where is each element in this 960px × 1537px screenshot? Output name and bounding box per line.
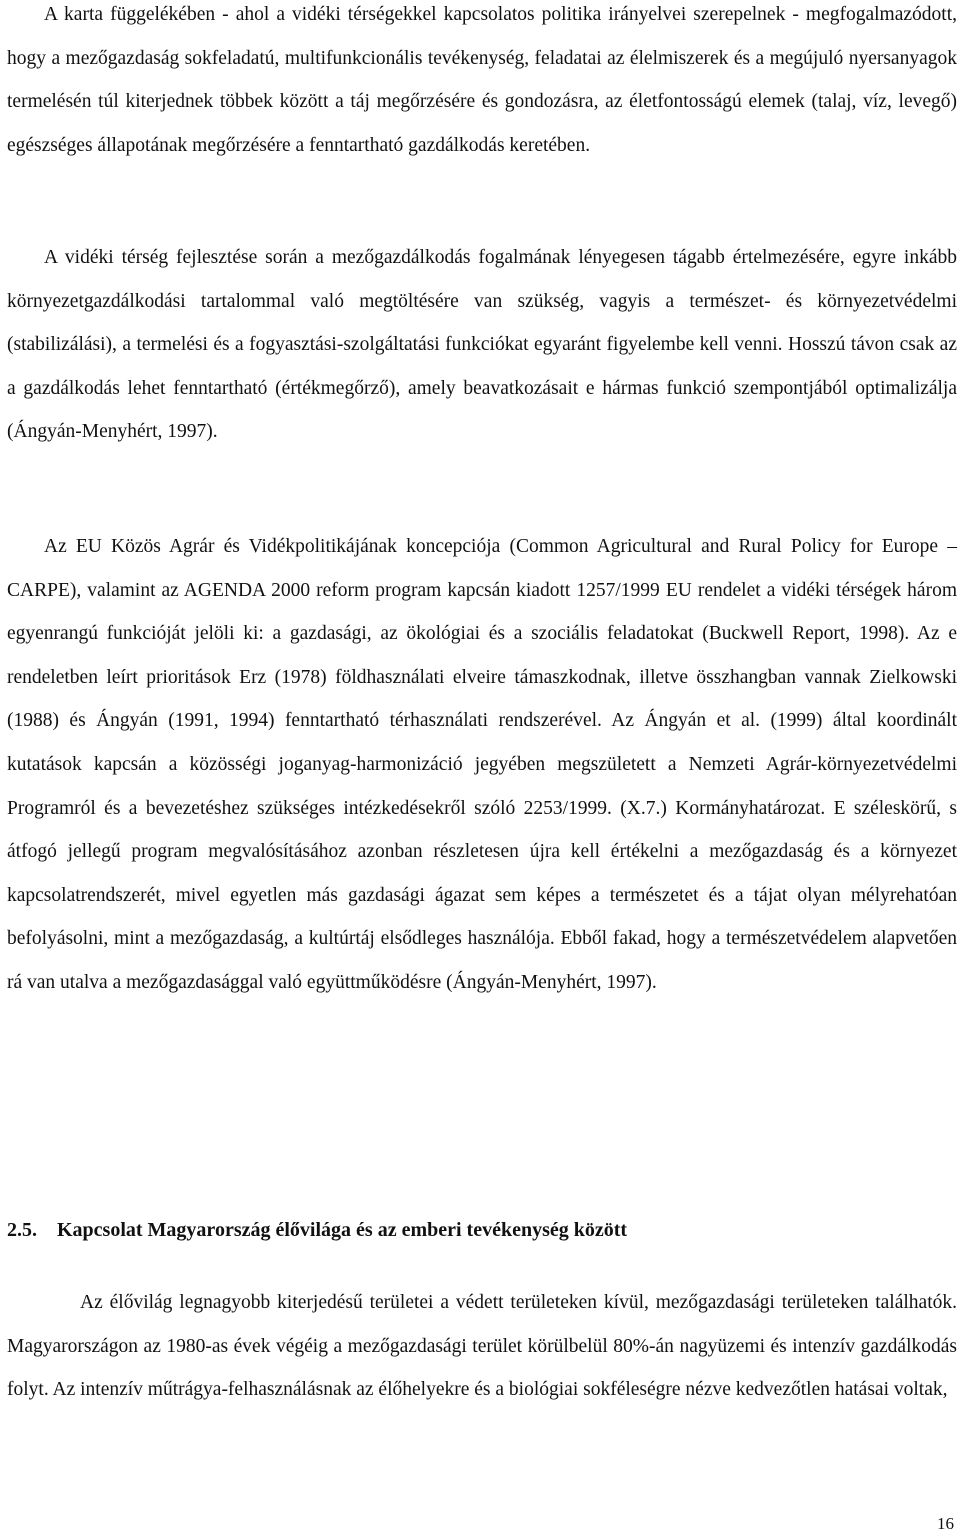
paragraph-eu-agrar: Az EU Közös Agrár és Vidékpolitikájának koncepciója (Common Agricultural and Rural Policy for Europe – CARPE), valamint az AGENDA 2000 reform program kapcsán kiadott 1257/1999 EU rendelet a vidéki térségek három egyenrangú funkcióját jelöli ki: a gazdasági, az ökológiai és a szociális feladatokat (Buckwell Report, 1998). Az e rendeletben leírt prioritások Erz (1978) földhasználati elveire támaszkodnak, illetve összhangban vannak Zielkowski (1988) és Ángyán (1991, 1994) fenntartható térhasználati rendszerével. Az Ángyán et al. (1999) által koordinált kutatások kapcsán a közösségi joganyag-harmonizáció jegyében megszületett a Nemzeti Agrár-környezetvédelmi Programról és a bevezetéshez szükséges intézkedésekről szóló 2253/1999. (X.7.) Kormányhatározat. E széleskörű, s átfogó jellegű program megvalósításához azonban részletesen újra kell értékelni a mezőgazdaság és a környezet kapcsolatrendszerét, mivel egyetlen más gazdasági ágazat sem képes a természetet és a tájat olyan mélyrehatóan befolyásolni, mint a mezőgazdaság, a kultúrtáj elsődleges használója. Ebből fakad, hogy a természetvédelem alapvetően rá van utalva a mezőgazdasággal való együttműködésre (Ángyán-Menyhért, 1997). bbox=[7, 536, 957, 993]
section-title: Kapcsolat Magyarország élővilága és az emberi tevékenység között bbox=[57, 1219, 628, 1241]
paragraph-karta: A karta függelékében - ahol a vidéki térségekkel kapcsolatos politika irányelvei szerepelnek - megfogalmazódott, hogy a mezőgazdaság sokfeladatú, multifunkcionális tevékenység, feladatai az élelmiszerek és a megújuló nyersanyagok termelésén túl kiterjednek többek között a táj megőrzésére és gondozásra, az életfontosságú elemek (talaj, víz, levegő) egészséges állapotának megőrzésére a fenntartható gazdálkodás keretében. bbox=[7, 4, 957, 156]
section-number: 2.5. bbox=[7, 1219, 37, 1241]
page-number: 16 bbox=[937, 1514, 954, 1533]
paragraph-videki-terseg: A vidéki térség fejlesztése során a mezőgazdálkodás fogalmának lényegesen tágabb értelmezésére, egyre inkább környezetgazdálkodási tartalommal való megtöltésére van szükség, vagyis a természet- és környezetvédelmi (stabilizálási), a termelési és a fogyasztási-szolgáltatási funkciókat egyaránt figyelembe kell venni. Hosszú távon csak az a gazdálkodás lehet fenntartható (értékmegőrző), amely beavatkozásait e hármas funkció szempontjából optimalizálja (Ángyán-Menyhért, 1997). bbox=[7, 247, 957, 443]
paragraph-elovilag: Az élővilág legnagyobb kiterjedésű területei a védett területeken kívül, mezőgazdasági területeken találhatók. Magyarországon az 1980-as évek végéig a mezőgazdasági terület körülbelül 80%-án nagyüzemi és intenzív gazdálkodás folyt. Az intenzív műtrágya-felhasználásnak az élőhelyekre és a biológiai sokféleségre nézve kedvezőtlen hatásai voltak, bbox=[7, 1292, 957, 1401]
section-heading bbox=[7, 1212, 957, 1248]
